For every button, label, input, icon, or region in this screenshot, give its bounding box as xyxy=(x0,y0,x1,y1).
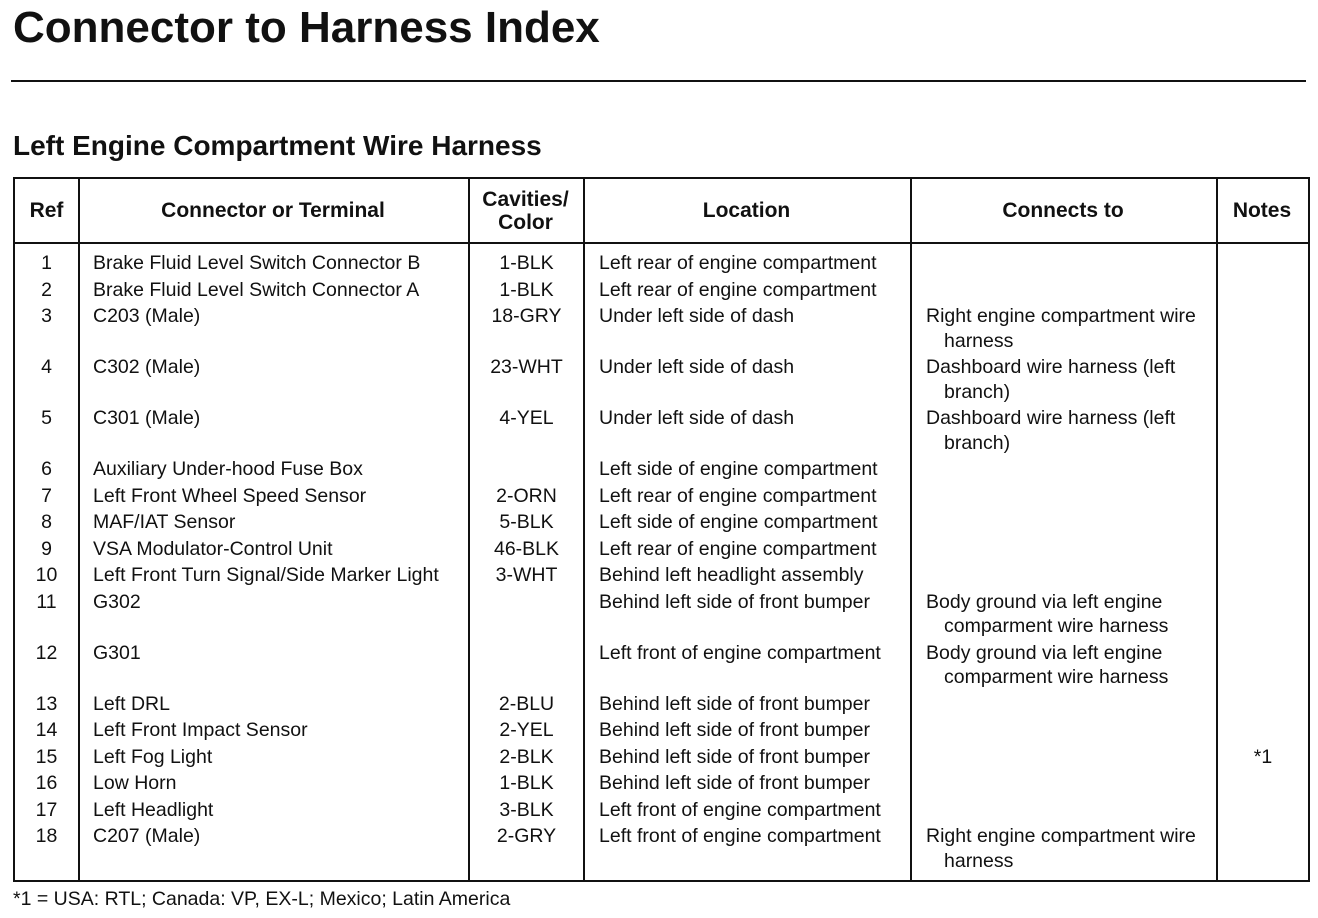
cell-location: Behind left side of front bumper xyxy=(599,772,870,794)
cell-ref: 1 xyxy=(41,252,52,274)
cell-ref: 11 xyxy=(36,590,57,613)
cell-connects-to: Body ground via left engine comparment wire harness xyxy=(926,590,1169,637)
table-row xyxy=(15,537,1308,564)
table-row xyxy=(15,824,1308,875)
cell-location: Left front of engine compartment xyxy=(599,825,881,847)
table-row xyxy=(15,278,1308,305)
cell-connector: Left Front Turn Signal/Side Marker Light xyxy=(93,564,439,586)
cell-location: Behind left side of front bumper xyxy=(599,692,870,715)
cell-cavities: 2-GRY xyxy=(496,825,557,847)
cell-ref: 6 xyxy=(41,458,52,480)
cell-cavities: 2-ORN xyxy=(496,484,557,507)
cell-location: Behind left side of front bumper xyxy=(599,590,870,613)
cell-ref: 3 xyxy=(41,305,52,327)
table-row xyxy=(15,457,1308,484)
cell-ref: 4 xyxy=(41,356,52,378)
cell-location: Behind left side of front bumper xyxy=(599,745,870,768)
cell-connector: C203 (Male) xyxy=(93,305,201,327)
cell-connector: Left Front Impact Sensor xyxy=(93,719,308,741)
table-row xyxy=(15,771,1308,798)
cell-location: Under left side of dash xyxy=(599,356,795,378)
cell-cavities: 2-BLU xyxy=(498,692,555,715)
header-location: Location xyxy=(702,199,791,222)
cell-location: Left rear of engine compartment xyxy=(599,278,877,301)
cell-ref: 10 xyxy=(35,564,58,586)
cell-ref: 7 xyxy=(41,484,52,507)
cell-ref: 12 xyxy=(35,641,58,664)
cell-notes: *1 xyxy=(1253,745,1273,768)
cell-ref: 16 xyxy=(35,772,58,794)
cell-connector: Left Headlight xyxy=(93,798,214,821)
title-divider xyxy=(11,80,1306,82)
cell-ref: 8 xyxy=(41,511,52,533)
page-title: Connector to Harness Index xyxy=(13,3,600,52)
cell-cavities: 2-BLK xyxy=(499,745,554,768)
table-row xyxy=(15,251,1308,278)
cell-ref: 9 xyxy=(41,537,52,560)
cell-connects-to: Dashboard wire harness (left branch) xyxy=(926,407,1176,454)
table-row xyxy=(15,304,1308,355)
table-row xyxy=(15,355,1308,406)
table-row xyxy=(15,745,1308,772)
cell-connector: VSA Modulator-Control Unit xyxy=(93,537,333,560)
cell-ref: 5 xyxy=(41,407,52,429)
cell-ref: 2 xyxy=(41,278,52,301)
cell-cavities: 3-WHT xyxy=(495,564,558,586)
cell-cavities: 18-GRY xyxy=(491,305,562,327)
cell-connector: Auxiliary Under-hood Fuse Box xyxy=(93,458,363,480)
cell-location: Left rear of engine compartment xyxy=(599,252,877,274)
cell-connector: C207 (Male) xyxy=(93,825,201,847)
cell-connector: C301 (Male) xyxy=(93,407,201,429)
cell-connector: Left DRL xyxy=(93,692,170,715)
cell-connector: Low Horn xyxy=(93,772,177,794)
table-row xyxy=(15,484,1308,511)
table-row xyxy=(15,510,1308,537)
cell-connector: G301 xyxy=(93,641,141,664)
footnote: *1 = USA: RTL; Canada: VP, EX-L; Mexico; Latin America xyxy=(13,888,511,910)
cell-cavities: 5-BLK xyxy=(499,511,554,533)
cell-ref: 18 xyxy=(35,825,58,847)
header-cavities-line2: Color xyxy=(498,210,553,234)
cell-location: Left rear of engine compartment xyxy=(599,537,877,560)
cell-ref: 13 xyxy=(35,692,58,715)
cell-cavities: 1-BLK xyxy=(499,252,554,274)
cell-location: Behind left side of front bumper xyxy=(599,719,870,741)
cell-ref: 15 xyxy=(35,745,58,768)
table-row xyxy=(15,641,1308,692)
cell-cavities: 1-BLK xyxy=(499,772,554,794)
table-row xyxy=(15,406,1308,457)
table-row xyxy=(15,692,1308,719)
cell-location: Behind left headlight assembly xyxy=(599,564,864,586)
cell-connector: Left Front Wheel Speed Sensor xyxy=(93,484,367,507)
section-title: Left Engine Compartment Wire Harness xyxy=(13,130,542,161)
cell-connector: Left Fog Light xyxy=(93,745,213,768)
cell-cavities: 2-YEL xyxy=(499,719,554,741)
cell-location: Left front of engine compartment xyxy=(599,641,881,664)
table-row xyxy=(15,563,1308,590)
cell-connector: G302 xyxy=(93,590,141,613)
cell-cavities: 23-WHT xyxy=(490,356,563,378)
cell-cavities: 46-BLK xyxy=(493,537,560,560)
cell-location: Left rear of engine compartment xyxy=(599,484,877,507)
cell-connector: Brake Fluid Level Switch Connector A xyxy=(93,278,420,301)
header-connects-to: Connects to xyxy=(1002,199,1124,222)
cell-location: Left side of engine compartment xyxy=(599,458,878,480)
harness-table xyxy=(13,177,1310,882)
table-row xyxy=(15,798,1308,825)
cell-ref: 17 xyxy=(35,798,58,821)
cell-connects-to: Dashboard wire harness (left branch) xyxy=(926,356,1176,403)
header-connector: Connector or Terminal xyxy=(161,199,385,222)
cell-location: Left side of engine compartment xyxy=(599,511,878,533)
header-cavities-line1: Cavities/ xyxy=(482,187,569,211)
header-ref: Ref xyxy=(29,199,64,222)
table-row xyxy=(15,590,1308,641)
header-cavities xyxy=(468,179,583,242)
cell-cavities: 1-BLK xyxy=(499,278,554,301)
table-body xyxy=(15,251,1308,875)
cell-location: Left front of engine compartment xyxy=(599,798,881,821)
cell-cavities: 4-YEL xyxy=(499,407,554,429)
cell-connects-to: Right engine compartment wire harness xyxy=(926,305,1196,352)
cell-location: Under left side of dash xyxy=(599,305,795,327)
cell-connector: MAF/IAT Sensor xyxy=(93,511,236,533)
cell-location: Under left side of dash xyxy=(599,407,795,429)
cell-connects-to: Body ground via left engine comparment wire harness xyxy=(926,641,1169,688)
cell-cavities: 3-BLK xyxy=(499,798,554,821)
cell-connector: Brake Fluid Level Switch Connector B xyxy=(93,252,421,274)
table-row xyxy=(15,718,1308,745)
cell-connects-to: Right engine compartment wire harness xyxy=(926,825,1196,872)
cell-connector: C302 (Male) xyxy=(93,356,201,378)
cell-ref: 14 xyxy=(35,719,58,741)
header-divider xyxy=(15,242,1308,244)
header-notes: Notes xyxy=(1232,199,1292,222)
